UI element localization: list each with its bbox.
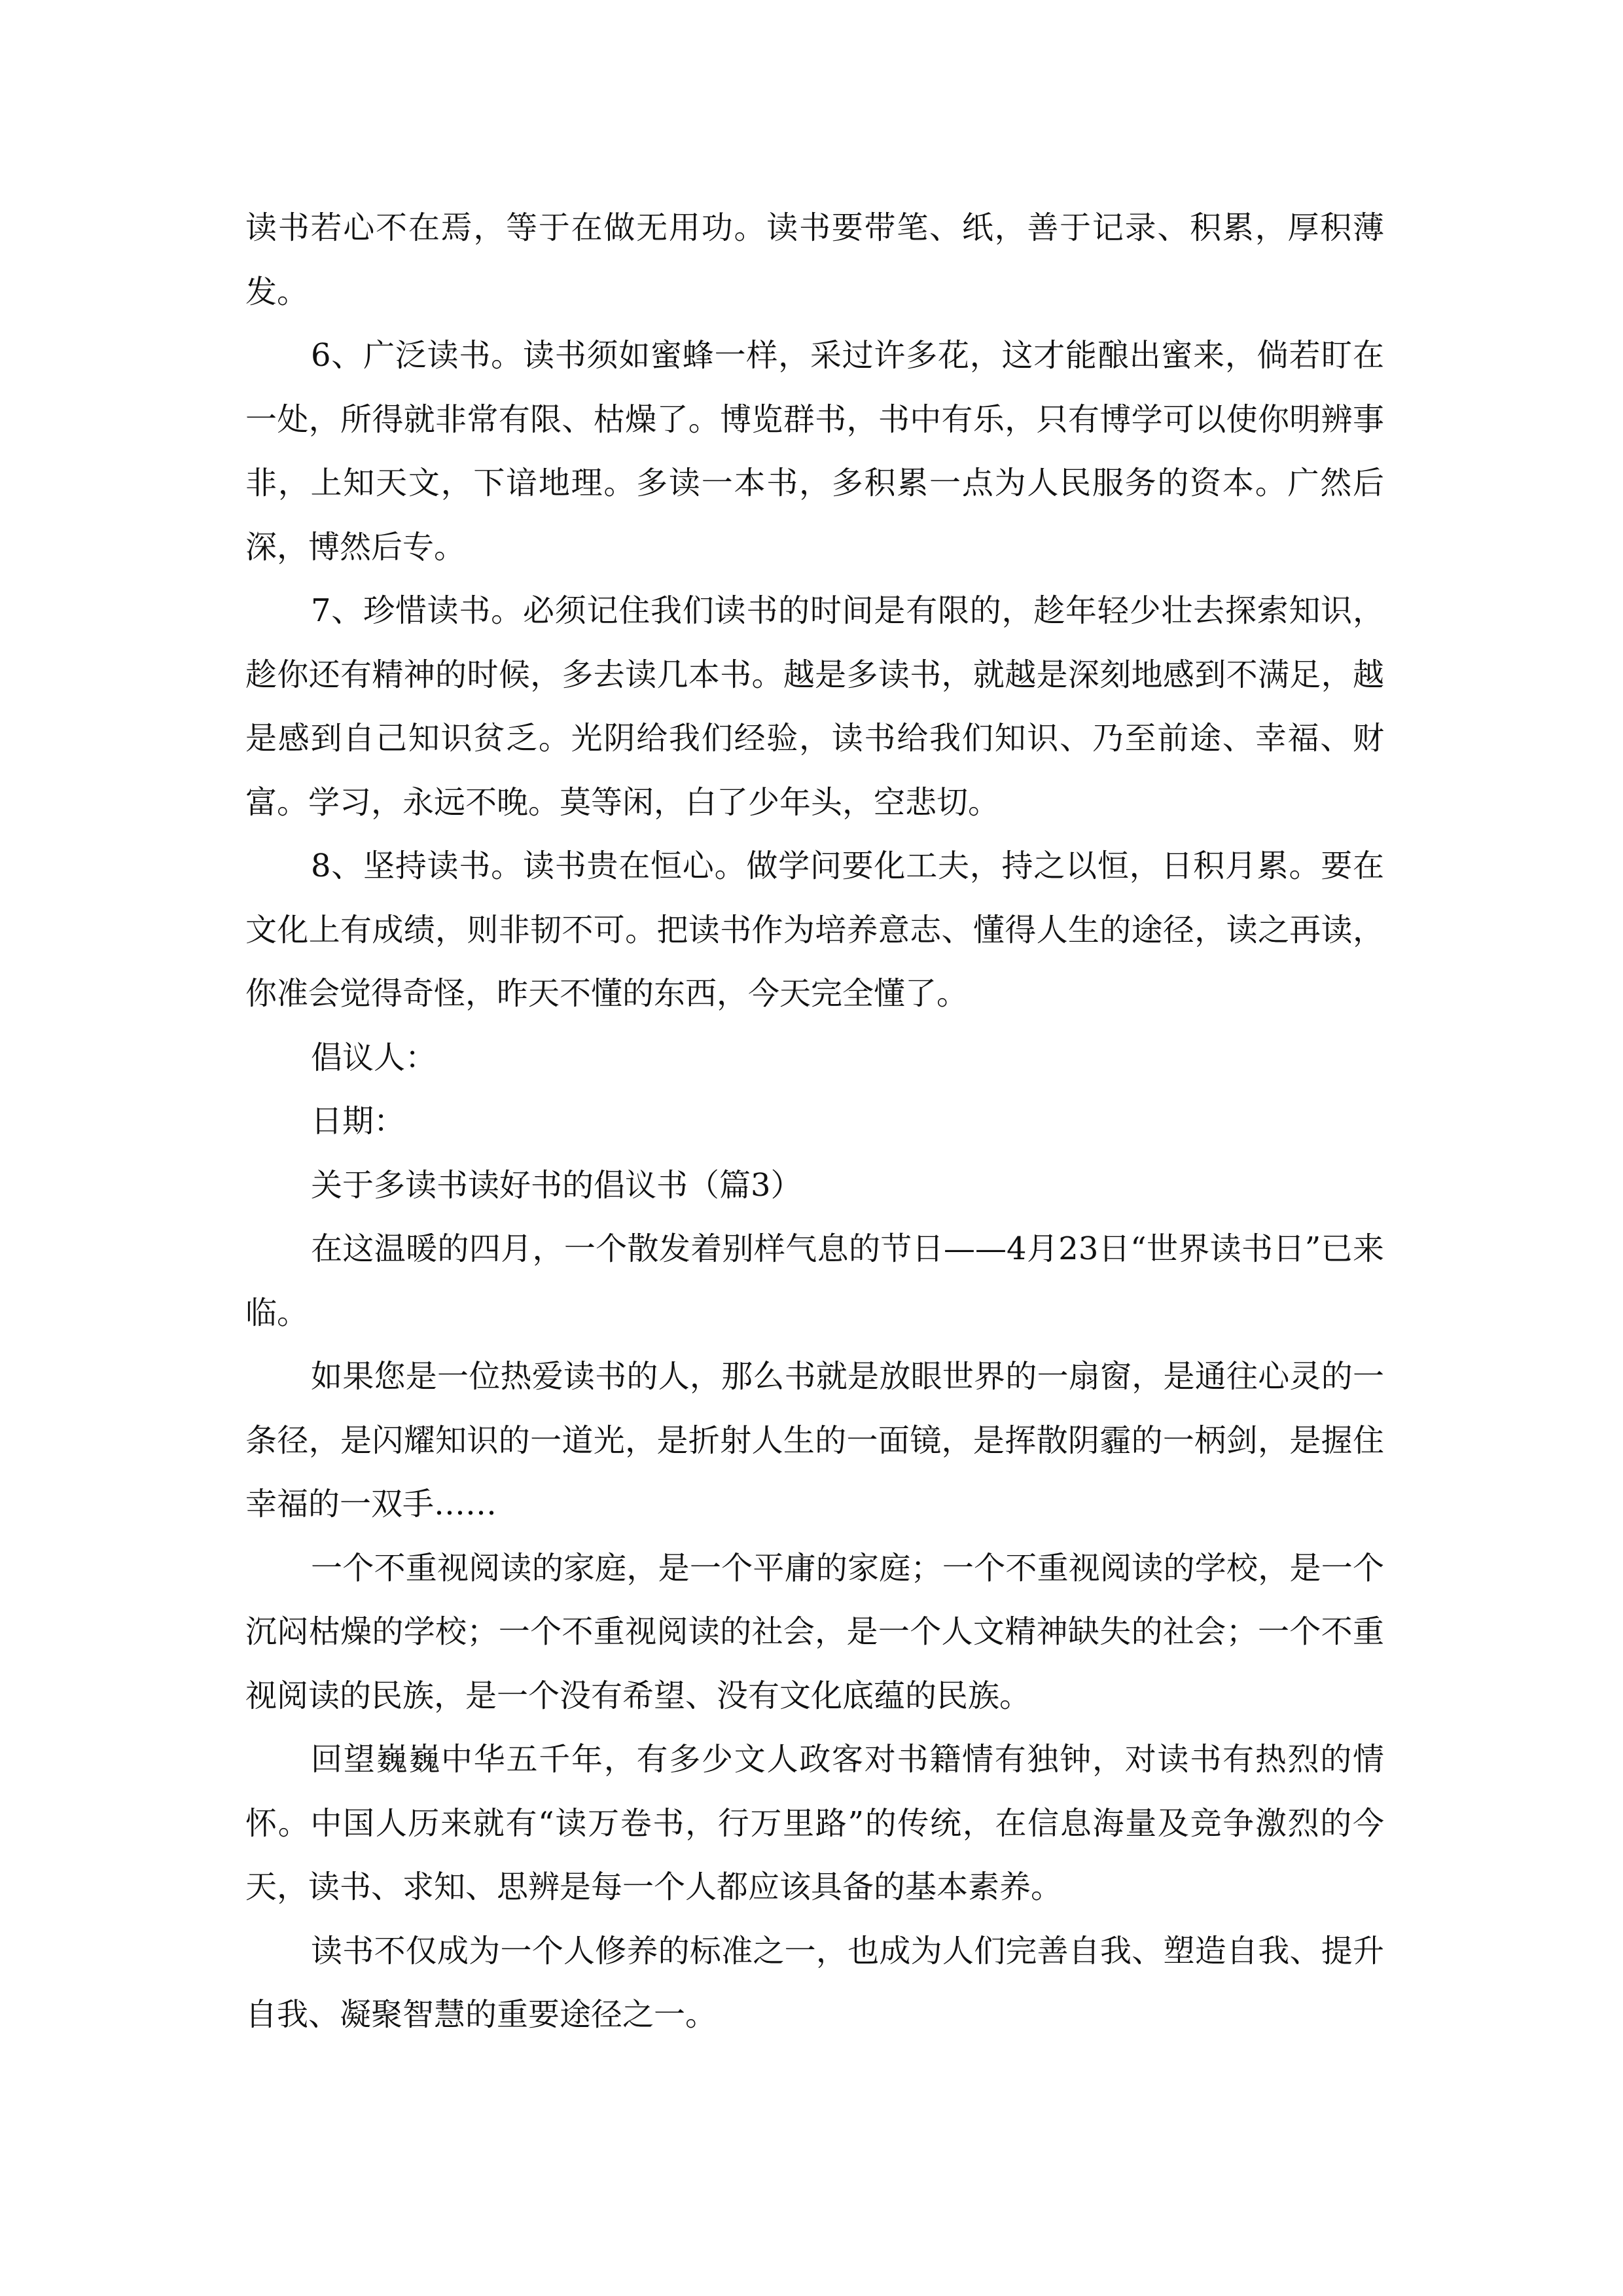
paragraph-item-8: 8、坚持读书。读书贵在恒心。做学问要化工夫，持之以恒，日积月累。要在文化上有成绩，则非韧不可。把读书作为培养意志、懂得人生的途径，读之再读，你准会觉得奇怪，昨天不懂的东西，今天完全懂了。 — [245, 848, 1384, 1012]
paragraph-chinese-tradition: 回望巍巍中华五千年，有多少文人政客对书籍情有独钟，对读书有热烈的情怀。中国人历来就有“读万卷书，行万里路”的传统，在信息海量及竞争激烈的今天，读书、求知、思辨是每一个人都应该具备的基本素养。 — [245, 1741, 1384, 1905]
paragraph-self-improvement: 读书不仅成为一个人修养的标准之一，也成为人们完善自我、塑造自我、提升自我、凝聚智慧的重要途径之一。 — [245, 1932, 1384, 2033]
document-page — [245, 196, 1384, 2047]
section-title: 关于多读书读好书的倡议书（篇3） — [311, 1166, 802, 1204]
date-label: 日期： — [311, 1103, 406, 1139]
paragraph-reading-importance: 一个不重视阅读的家庭，是一个平庸的家庭；一个不重视阅读的学校，是一个沉闷枯燥的学校；一个不重视阅读的社会，是一个人文精神缺失的社会；一个不重视阅读的民族，是一个没有希望、没有文化底蕴的民族。 — [245, 1549, 1384, 1714]
paragraph-item-7: 7、珍惜读书。必须记住我们读书的时间是有限的，趁年轻少壮去探索知识，趁你还有精神的时候，多去读几本书。越是多读书，就越是深刻地感到不满足，越是感到自己知识贫乏。光阴给我们经验，读书给我们知识、乃至前途、幸福、财富。学习，永远不晚。莫等闲，白了少年头，空悲切。 — [245, 592, 1384, 821]
proposer-label: 倡议人： — [311, 1039, 437, 1076]
paragraph-section-intro: 在这温暖的四月，一个散发着别样气息的节日——4月23日“世界读书日”已来临。 — [245, 1230, 1384, 1331]
paragraph-item-6: 6、广泛读书。读书须如蜜蜂一样，采过许多花，这才能酿出蜜来，倘若盯在一处，所得就非常有限、枯燥了。博览群书，书中有乐，只有博学可以使你明辨事非，上知天文，下谙地理。多读一本书，多积累一点为人民服务的资本。广然后深，博然后专。 — [245, 337, 1384, 565]
paragraph-continuation: 读书若心不在焉，等于在做无用功。读书要带笔、纸，善于记录、积累，厚积薄发。 — [245, 209, 1384, 310]
paragraph-reader-metaphor: 如果您是一位热爱读书的人，那么书就是放眼世界的一扇窗，是通往心灵的一条径，是闪耀知识的一道光，是折射人生的一面镜，是挥散阴霾的一柄剑，是握住幸福的一双手…… — [245, 1358, 1384, 1522]
